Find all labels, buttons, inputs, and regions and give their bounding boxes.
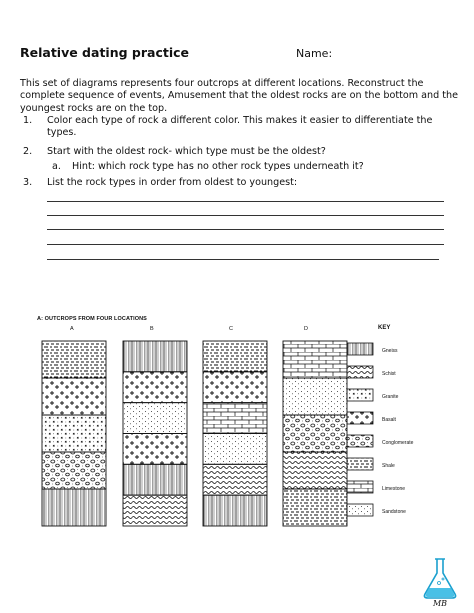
intro-paragraph: This set of diagrams represents four outcrops at different locations. Reconstruct the complete sequence of events, Amusement that the oldest rocks are on the bottom and the youngest rocks are on the top. [20,78,458,114]
layer-basalt[interactable] [203,372,267,403]
key-label-schist: Schist [382,371,396,377]
instruction-number: 1. [23,115,33,126]
key-label-gneiss: Gneiss [382,348,398,354]
figure-label: A: OUTCROPS FROM FOUR LOCATIONS [37,316,147,322]
layer-basalt[interactable] [42,378,106,415]
instruction-text: Color each type of rock a different color. This makes it easier to differentiate the types. [47,115,433,139]
key-swatch-shale [347,458,373,470]
column-letter-c: C [229,326,233,332]
layer-schist[interactable] [283,452,347,489]
layer-basalt[interactable] [123,372,187,403]
key-label-conglomerate: Conglomerate [382,440,414,446]
layer-schist[interactable] [123,495,187,526]
key-swatch-gneiss [347,343,373,355]
name-label: Name: [296,47,333,60]
layer-gneiss[interactable] [203,495,267,526]
layer-basalt[interactable] [123,434,187,465]
key-swatch-basalt [347,412,373,424]
key-swatch-schist [347,366,373,378]
key-label-granite: Granite [382,394,399,400]
key-label-sandstone: Sandstone [382,509,406,515]
key-swatch-limestone [347,481,373,493]
instruction-number: 2. [23,146,33,157]
layer-conglomerate[interactable] [42,452,106,489]
flask-logo [418,556,462,608]
rock-key [347,343,373,516]
layer-limestone[interactable] [283,341,347,378]
key-swatch-granite [347,389,373,401]
layer-sandstone[interactable] [203,434,267,465]
instruction-number: a. [52,161,61,172]
instruction-number: 3. [23,177,33,188]
logo-initials: MB [432,599,448,608]
layer-granite[interactable] [42,415,106,452]
layer-sandstone[interactable] [283,378,347,415]
layer-schist[interactable] [203,464,267,495]
layer-shale[interactable] [42,341,106,378]
layer-shale[interactable] [203,341,267,372]
layer-limestone[interactable] [203,403,267,434]
key-label-limestone: Limestone [382,486,406,492]
key-label-shale: Shale [382,463,395,469]
column-letter-b: B [150,326,154,332]
layer-conglomerate[interactable] [283,415,347,452]
page-title: Relative dating practice [20,45,190,60]
flask-icon [424,559,455,598]
layer-sandstone[interactable] [123,403,187,434]
column-letter-a: A [70,326,74,332]
instruction-text: Start with the oldest rock- which type must be the oldest? [47,146,326,157]
key-swatch-conglomerate [347,435,373,447]
layer-gneiss[interactable] [42,489,106,526]
key-swatch-sandstone [347,504,373,516]
instruction-text: List the rock types in order from oldest to youngest: [47,177,298,188]
layer-gneiss[interactable] [123,464,187,495]
layer-shale[interactable] [283,489,347,526]
column-letter-d: D [304,326,308,332]
layer-gneiss[interactable] [123,341,187,372]
outcrop-columns [42,341,347,526]
instruction-text: Hint: which rock type has no other rock types underneath it? [72,161,364,172]
key-title: KEY [378,325,391,331]
key-label-basalt: Basalt [382,417,396,423]
